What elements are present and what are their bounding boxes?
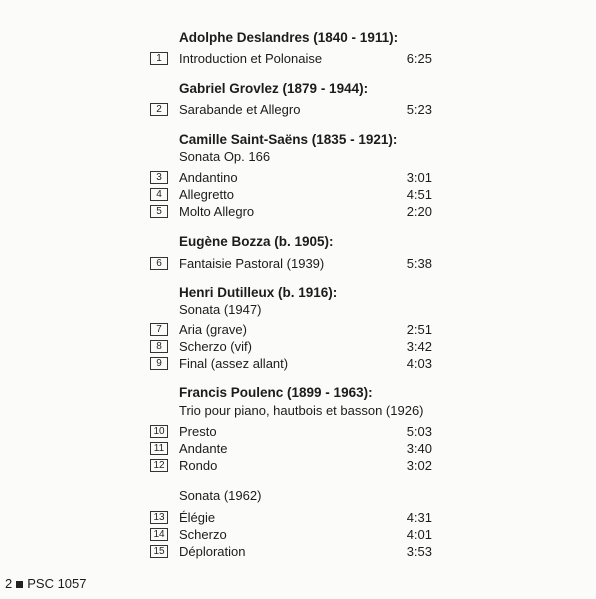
work-title: Trio pour piano, hautbois et basson (1926)	[179, 403, 424, 418]
composer-heading: Camille Saint-Saëns (1835 - 1921):	[179, 132, 398, 147]
track-title: Andantino	[179, 170, 238, 185]
track-title: Déploration	[179, 544, 246, 559]
track-duration: 3:01	[406, 170, 432, 185]
track-duration: 6:25	[406, 51, 432, 66]
track-duration: 5:03	[406, 424, 432, 439]
track-duration: 5:38	[406, 256, 432, 271]
composer-heading: Francis Poulenc (1899 - 1963):	[179, 385, 373, 400]
track-number: 8	[150, 340, 168, 353]
track-duration: 2:51	[406, 322, 432, 337]
page-footer	[5, 576, 87, 591]
track-number: 13	[150, 511, 168, 524]
track-title: Molto Allegro	[179, 204, 255, 219]
track-number: 11	[150, 442, 168, 455]
track-duration: 3:02	[406, 458, 432, 473]
track-number: 12	[150, 459, 168, 472]
work-title: Sonata (1962)	[179, 488, 262, 503]
square-bullet-icon	[16, 581, 23, 588]
track-duration: 4:01	[406, 527, 432, 542]
work-title: Sonata (1947)	[179, 302, 262, 317]
track-number: 4	[150, 188, 168, 201]
track-duration: 4:31	[406, 510, 432, 525]
track-duration: 3:53	[406, 544, 432, 559]
track-duration: 5:23	[406, 102, 432, 117]
track-title: Sarabande et Allegro	[179, 102, 301, 117]
track-duration: 4:03	[406, 356, 432, 371]
composer-heading: Eugène Bozza (b. 1905):	[179, 234, 334, 249]
track-number: 2	[150, 103, 168, 116]
track-number: 5	[150, 205, 168, 218]
catalog-number: PSC 1057	[27, 576, 87, 591]
track-title: Scherzo	[179, 527, 227, 542]
track-title: Introduction et Polonaise	[179, 51, 323, 66]
track-number: 7	[150, 323, 168, 336]
track-title: Presto	[179, 424, 217, 439]
track-number: 14	[150, 528, 168, 541]
track-title: Rondo	[179, 458, 218, 473]
track-title: Fantaisie Pastoral (1939)	[179, 256, 325, 271]
page-number: 2	[5, 576, 13, 591]
composer-heading: Adolphe Deslandres (1840 - 1911):	[179, 30, 399, 45]
track-title: Scherzo (vif)	[179, 339, 252, 354]
track-title: Final (assez allant)	[179, 356, 289, 371]
composer-heading: Gabriel Grovlez (1879 - 1944):	[179, 81, 369, 96]
track-number: 6	[150, 257, 168, 270]
track-title: Élégie	[179, 510, 216, 525]
track-duration: 3:42	[406, 339, 432, 354]
track-duration: 2:20	[406, 204, 432, 219]
track-number: 1	[150, 52, 168, 65]
track-title: Andante	[179, 441, 228, 456]
track-number: 15	[150, 545, 168, 558]
track-duration: 3:40	[406, 441, 432, 456]
track-number: 3	[150, 171, 168, 184]
work-title: Sonata Op. 166	[179, 149, 271, 164]
track-number: 9	[150, 357, 168, 370]
track-number: 10	[150, 425, 168, 438]
track-title: Allegretto	[179, 187, 234, 202]
track-duration: 4:51	[406, 187, 432, 202]
track-title: Aria (grave)	[179, 322, 247, 337]
composer-heading: Henri Dutilleux (b. 1916):	[179, 285, 338, 300]
